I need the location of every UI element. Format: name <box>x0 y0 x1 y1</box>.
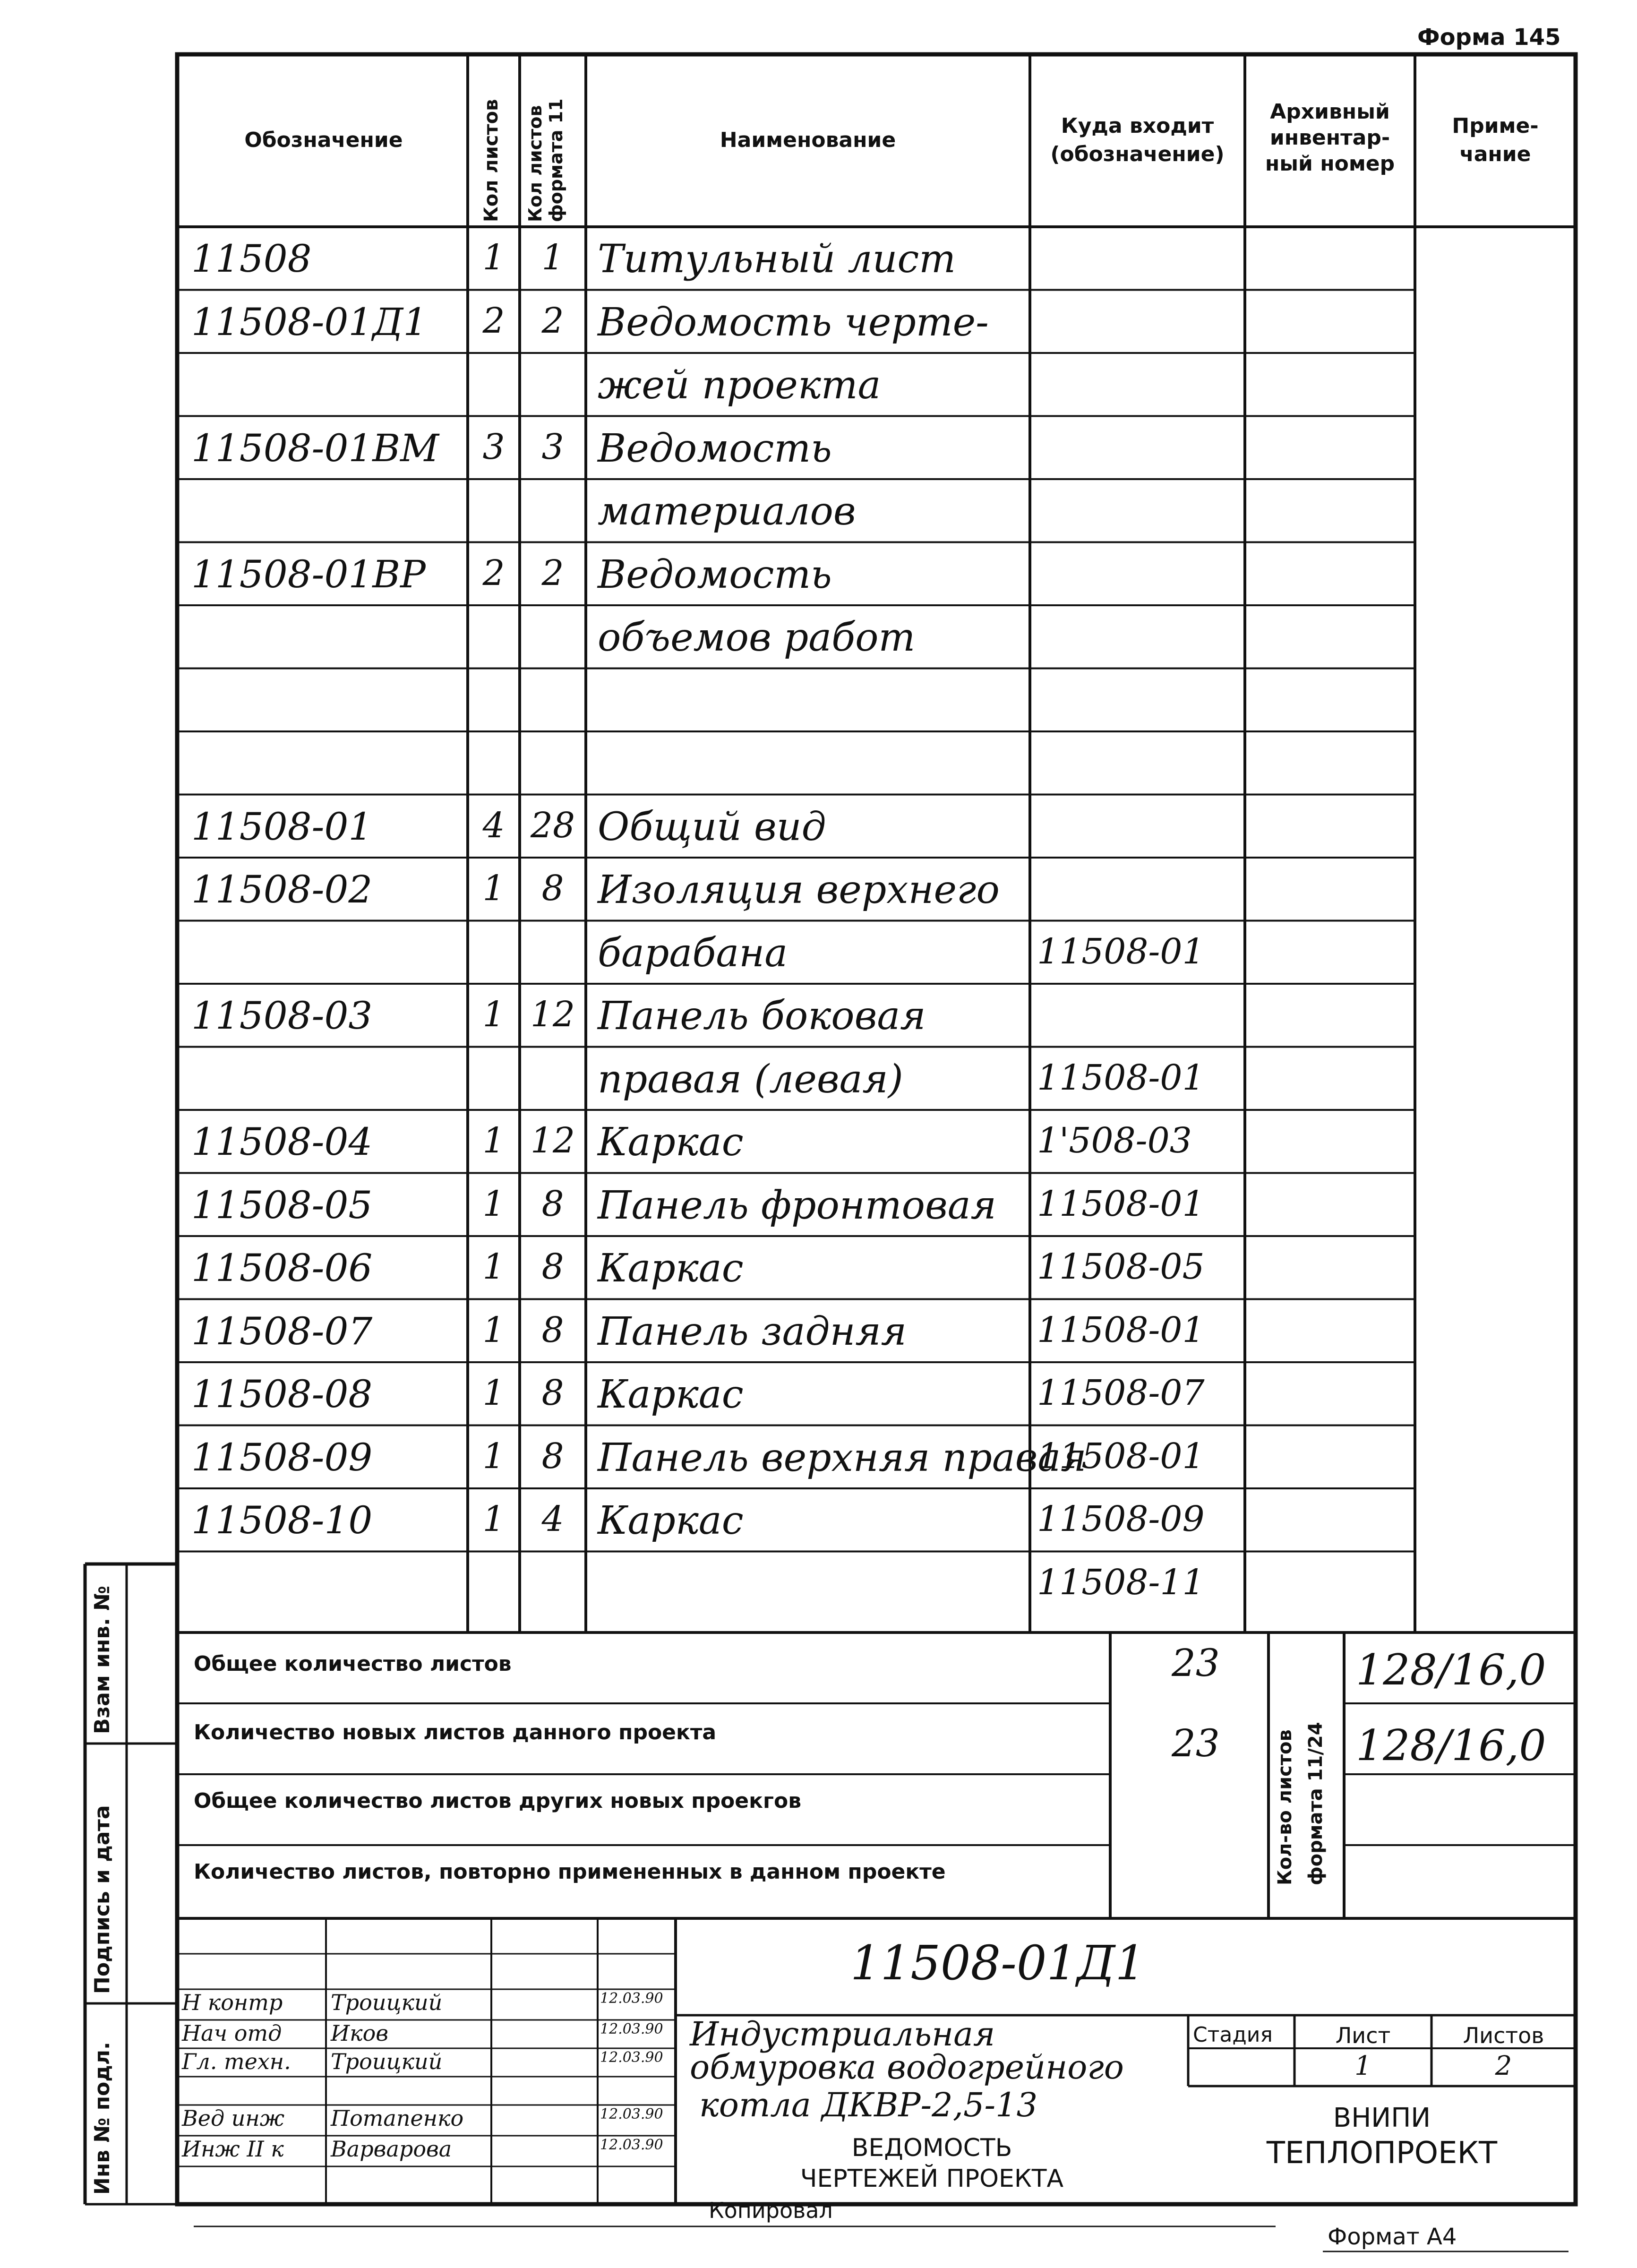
row-designation: 11508-04 <box>191 1120 373 1164</box>
row-designation: 11508 <box>191 237 312 281</box>
project-title-line-2: обмуровка водогрейного <box>690 2048 1124 2087</box>
sheet-number: 1 <box>1354 2051 1371 2081</box>
staff-role: Вед инж <box>182 2105 285 2131</box>
staff-role: Инж II к <box>182 2136 284 2162</box>
sheet-title-line-2: ЧЕРТЕЖЕЙ ПРОЕКТА <box>800 2165 1064 2193</box>
row-name: жей проекта <box>598 363 881 408</box>
row-name: материалов <box>598 489 856 534</box>
row-name: барабана <box>598 930 788 976</box>
staff-date: 12.03.90 <box>600 2049 663 2066</box>
row-designation: 11508-07 <box>191 1309 373 1353</box>
column-header-sheets-count: Кол листов <box>480 99 502 222</box>
row-format-count: 8 <box>541 1435 564 1477</box>
row-designation: 11508-08 <box>191 1372 373 1416</box>
column-header-archive-1: Архивный <box>1270 100 1390 124</box>
row-included-in: 11508-01 <box>1037 1309 1205 1350</box>
row-designation: 11508-09 <box>191 1435 373 1479</box>
row-format-count: 12 <box>530 994 575 1035</box>
row-sheet-count: 4 <box>482 805 505 846</box>
other-projects-sheets-label: Общее количество листов других новых проекгов <box>194 1789 802 1813</box>
staff-role: Нач отд <box>182 2020 282 2046</box>
staff-name: Троицкий <box>331 1990 443 2015</box>
row-sheet-count: 1 <box>482 868 505 909</box>
row-name: Каркас <box>598 1246 744 1291</box>
row-sheet-count: 1 <box>482 994 505 1035</box>
row-designation: 11508-03 <box>191 994 373 1038</box>
row-format-count: 3 <box>541 426 564 467</box>
row-included-in: 11508-09 <box>1037 1499 1205 1539</box>
row-name: Ведомость <box>598 426 832 471</box>
sheet-label: Лист <box>1335 2023 1391 2048</box>
row-format-count: 8 <box>541 868 564 909</box>
sheets-label: Листов <box>1463 2023 1544 2048</box>
staff-date: 12.03.90 <box>600 2021 663 2037</box>
row-format-count: 8 <box>541 1246 564 1287</box>
row-sheet-count: 2 <box>482 300 505 341</box>
total-sheets-label: Общее количество листов <box>194 1652 512 1676</box>
row-included-in: 11508-01 <box>1037 1057 1205 1098</box>
row-sheet-count: 1 <box>482 1373 505 1413</box>
staff-name: Троицкий <box>331 2049 443 2074</box>
format-count-value-2: 128/16,0 <box>1356 1721 1546 1770</box>
new-sheets-label: Количество новых листов данного проекта <box>194 1720 717 1744</box>
row-designation: 11508-01Д1 <box>191 300 428 344</box>
side-label-signature-date: Подпись и дата <box>90 1805 114 1994</box>
side-label-original-inventory: Инв № подл. <box>90 2042 114 2195</box>
column-header-note-2: чание <box>1459 142 1531 166</box>
row-name: Изоляция верхнего <box>598 868 1000 912</box>
row-name: Ведомость <box>598 552 832 597</box>
row-format-count: 4 <box>541 1499 564 1539</box>
row-format-count: 12 <box>530 1120 575 1161</box>
row-format-count: 1 <box>541 237 564 278</box>
row-sheet-count: 1 <box>482 1246 505 1287</box>
row-sheet-count: 1 <box>482 1435 505 1477</box>
staff-date: 12.03.90 <box>600 1990 663 2007</box>
column-header-note-1: Приме- <box>1452 114 1539 138</box>
staff-date: 12.03.90 <box>600 2106 663 2122</box>
column-header-name: Наименование <box>720 128 896 152</box>
row-name: объемов работ <box>598 615 916 660</box>
row-format-count: 8 <box>541 1373 564 1413</box>
sheet-format-label: Формат А4 <box>1328 2224 1457 2250</box>
form-number-label: Форма 145 <box>1417 24 1561 51</box>
row-included-in: 11508-07 <box>1037 1373 1205 1413</box>
column-header-included-in-2: (обозначение) <box>1050 142 1225 166</box>
staff-role: Н контр <box>182 1990 283 2015</box>
row-sheet-count: 1 <box>482 1120 505 1161</box>
row-included-in: 11508-05 <box>1037 1246 1205 1287</box>
project-title-line-3: котла ДКВР-2,5-13 <box>699 2086 1038 2124</box>
format-count-label-1: Кол-во листов <box>1274 1729 1296 1885</box>
row-included-in: 11508-01 <box>1037 1183 1205 1224</box>
row-sheet-count: 3 <box>482 426 505 467</box>
row-format-count: 8 <box>541 1309 564 1350</box>
column-header-included-in-1: Куда входит <box>1061 114 1214 138</box>
row-name: правая (левая) <box>598 1057 903 1102</box>
row-name: Каркас <box>598 1498 744 1543</box>
staff-name: Варварова <box>331 2136 452 2162</box>
row-included-in: 11508-11 <box>1037 1562 1205 1603</box>
row-designation: 11508-10 <box>191 1498 373 1542</box>
total-sheets-value: 23 <box>1172 1641 1220 1685</box>
row-name: Панель задняя <box>598 1309 907 1354</box>
row-format-count: 28 <box>530 805 575 846</box>
row-sheet-count: 1 <box>482 1309 505 1350</box>
row-designation: 11508-01 <box>191 804 373 849</box>
column-header-designation: Обозначение <box>244 128 403 152</box>
row-designation: 11508-05 <box>191 1183 373 1227</box>
reused-sheets-label: Количество листов, повторно примененных в данном проекте <box>194 1860 946 1884</box>
row-name: Панель верхняя правая <box>598 1435 1087 1480</box>
row-name: Титульный лист <box>598 237 956 282</box>
organization-line-1: ВНИПИ <box>1333 2103 1431 2133</box>
organization-line-2: ТЕПЛОПРОЕКТ <box>1266 2136 1498 2171</box>
copied-by-label: Копировал <box>709 2198 833 2223</box>
row-sheet-count: 2 <box>482 552 505 593</box>
sheets-total: 2 <box>1495 2051 1512 2081</box>
row-sheet-count: 1 <box>482 1183 505 1224</box>
document-code: 11508-01Д1 <box>850 1935 1146 1991</box>
stage-label: Стадия <box>1193 2023 1273 2047</box>
staff-date: 12.03.90 <box>600 2137 663 2153</box>
row-name: Каркас <box>598 1120 744 1165</box>
column-header-archive-3: ный номер <box>1265 152 1395 176</box>
row-name: Панель фронтовая <box>598 1183 996 1228</box>
sheet-title-line-1: ВЕДОМОСТЬ <box>851 2134 1012 2162</box>
project-title-line-1: Индустриальная <box>690 2015 995 2053</box>
row-included-in: 11508-01 <box>1037 1435 1205 1477</box>
new-sheets-value: 23 <box>1172 1721 1220 1765</box>
format-count-value-1: 128/16,0 <box>1356 1645 1546 1695</box>
row-name: Общий вид <box>598 804 826 850</box>
row-name: Панель боковая <box>598 994 926 1039</box>
staff-name: Иков <box>331 2020 389 2046</box>
row-designation: 11508-01ВР <box>191 552 426 596</box>
row-sheet-count: 1 <box>482 237 505 278</box>
row-included-in: 1'508-03 <box>1037 1120 1192 1161</box>
row-designation: 11508-01ВМ <box>191 426 439 470</box>
row-format-count: 8 <box>541 1183 564 1224</box>
staff-role: Гл. техн. <box>182 2049 291 2074</box>
column-header-archive-2: инвентар- <box>1269 126 1390 150</box>
row-included-in: 11508-01 <box>1037 931 1205 972</box>
column-header-sheets-format: Кол листов формата 11 <box>525 98 566 222</box>
staff-name: Потапенко <box>331 2105 464 2131</box>
row-name: Ведомость черте- <box>598 300 989 345</box>
format-count-label-2: формата 11/24 <box>1305 1722 1327 1885</box>
row-name: Каркас <box>598 1372 744 1417</box>
row-sheet-count: 1 <box>482 1499 505 1539</box>
row-designation: 11508-02 <box>191 868 373 911</box>
side-label-swap-inventory: Взам инв. № <box>90 1585 114 1734</box>
row-format-count: 2 <box>541 552 564 593</box>
row-designation: 11508-06 <box>191 1246 373 1290</box>
row-format-count: 2 <box>541 300 564 341</box>
